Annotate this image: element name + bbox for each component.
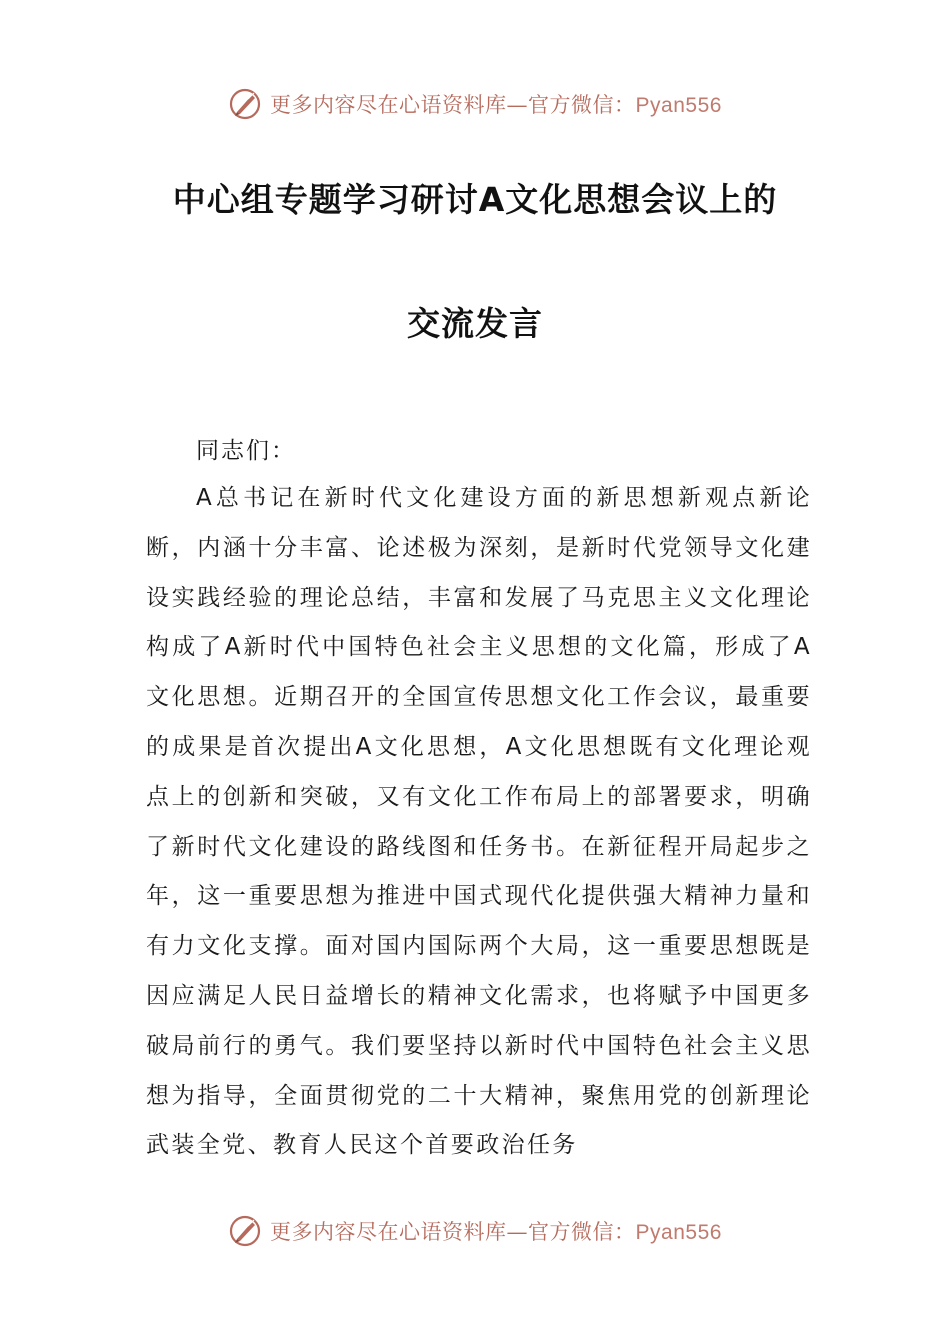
document-title-line-1: 中心组专题学习研讨A文化思想会议上的	[172, 180, 778, 219]
header-wechat-id: Pyan556	[635, 94, 722, 117]
header-banner	[0, 82, 950, 126]
quill-pen-logo-icon	[228, 1214, 262, 1248]
salutation: 同志们：	[196, 438, 296, 464]
quill-pen-logo-icon	[228, 87, 262, 121]
body-paragraph: A总书记在新时代文化建设方面的新思想新观点新论断，内涵十分丰富、论述极为深刻，是新时代党领导文化建设实践经验的理论总结，丰富和发展了马克思主义文化理论构成了A新时代中国特色社会主义思想的文化篇，形成了A文化思想。近期召开的全国宣传思想文化工作会议，最重要的成果是首次提出A文化思想，A文化思想既有文化理论观点上的创新和突破，又有文化工作布局上的部署要求，明确了新时代文化建设的路线图和任务书。在新征程开局起步之年，这一重要思想为推进中国式现代化提供强大精神力量和有力文化支撑。面对国内国际两个大局，这一重要思想既是因应满足人民日益增长的精神文化需求，也将赋予中国更多破局前行的勇气。我们要坚持以新时代中国特色社会主义思想为指导，全面贯彻党的二十大精神，聚焦用党的创新理论武装全党、教育人民这个首要政治任务	[146, 485, 812, 1159]
document-title-line-2: 交流发言	[407, 304, 543, 343]
footer-banner	[0, 1209, 950, 1253]
header-banner-text: 更多内容尽在心语资料库—官方微信：Pyan556	[270, 93, 722, 117]
footer-wechat-id: Pyan556	[635, 1221, 722, 1244]
footer-banner-text: 更多内容尽在心语资料库—官方微信：Pyan556	[270, 1220, 722, 1244]
